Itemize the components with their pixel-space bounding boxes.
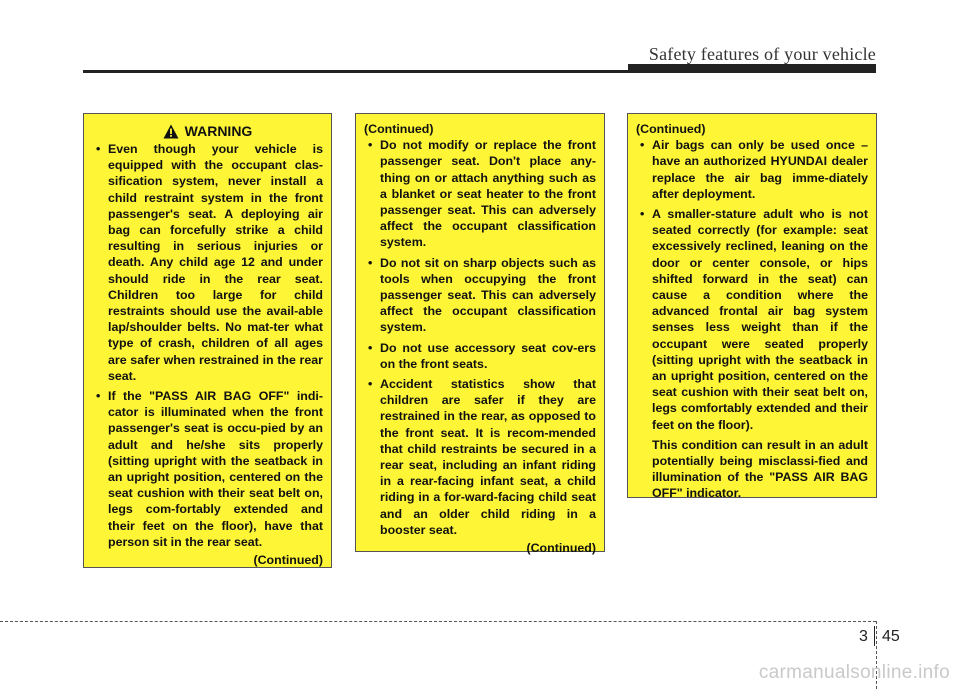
follow-paragraph: This condition can result in an adult potentially being misclassi-fied and illumination of the "PASS AIR BAG OFF" indicator. (652, 437, 868, 501)
warning-list-1 (92, 141, 323, 550)
header-rule-tab (628, 64, 876, 73)
warning-triangle-icon (163, 124, 179, 139)
warning-heading (92, 122, 323, 140)
page-number: 45 (882, 628, 900, 645)
warning-box-2 (355, 113, 605, 556)
warning-box-1 (83, 113, 332, 568)
watermark: carmanualsonline.info (758, 662, 950, 683)
chapter-number: 3 (859, 628, 868, 645)
continued-bottom: (Continued) (526, 541, 596, 556)
continued-top: (Continued) (636, 122, 706, 136)
warning-box-3 (627, 113, 877, 501)
list-item: • Do not sit on sharp objects such as tools when occupying the front passenger seat. This can adversely affect the occupant classification system. (364, 255, 596, 336)
warning-list-3 (636, 137, 868, 433)
list-item: • Do not modify or replace the front passenger seat. Don't place any-thing on or attach anything such as a blanket or seat heater to the front passenger seat. This can adversely affect the occupant classification system. (364, 137, 596, 250)
continued-top: (Continued) (364, 122, 434, 136)
continued-bottom: (Continued) (253, 553, 323, 568)
footer-dashed-rule (0, 621, 876, 622)
list-item: • Air bags can only be used once – have an authorized HYUNDAI dealer replace the air bag imme-diately after deployment. (636, 137, 868, 202)
section-title: Safety features of your vehicle (648, 44, 876, 64)
warning-label: WARNING (184, 123, 253, 139)
list-item: • Do not use accessory seat cov-ers on the front seats. (364, 340, 596, 372)
list-item: • Accident statistics show that children are safer if they are restrained in the rear, as opposed to the front seat. It is recom-mended that child restraints be secured in a rear seat, including an infant riding in a rear-facing infant seat, a child riding in a for-ward-facing child seat and an older child riding in a booster seat. (364, 376, 596, 538)
page-separator (874, 626, 875, 646)
list-item: • If the "PASS AIR BAG OFF" indi-cator is illuminated when the front passenger's seat is occu-pied by an adult and he/she sits properly (sitting upright with the seatback in an upright position, centered on the seat cushion with their seat belt on, legs com-fortably extended and their feet on the floor), have that person sit in the rear seat. (92, 388, 323, 550)
list-item: • A smaller-stature adult who is not seated correctly (for example: seat excessively reclined, leaning on the door or center console, or hips shifted forward in the seat) can cause a condition where the advanced frontal air bag system senses less weight than if the occupant were seated properly (sitting upright with the seatback in an upright position, centered on the seat cushion with their seat belt on, legs comfortably extended and their feet on the floor). (636, 206, 868, 433)
warning-list-2 (364, 137, 596, 538)
list-item: • Even though your vehicle is equipped with the occupant clas-sification system, never install a child restraint system in the front passenger's seat. A deploying air bag can forcefully strike a child resulting in serious injuries or death. Any child age 12 and under should ride in the rear seat. Children too large for child restraints should use the avail-able lap/shoulder belts. No mat-ter what type of crash, children of all ages are safer when restrained in the rear seat. (92, 141, 323, 384)
